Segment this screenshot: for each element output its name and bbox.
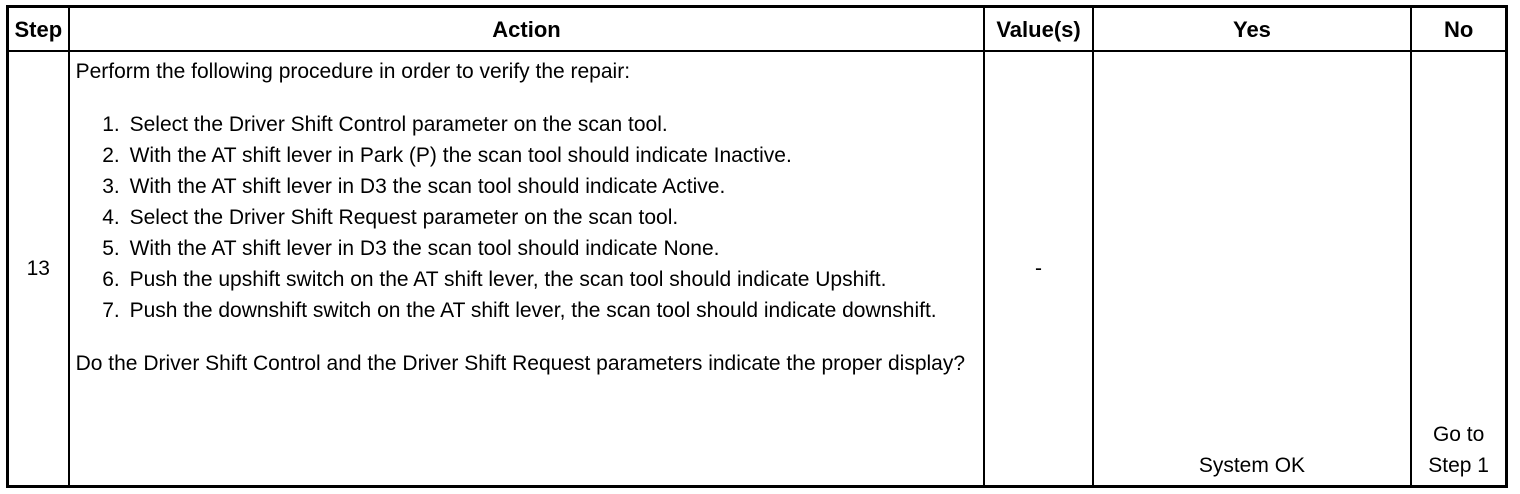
- header-step: Step: [8, 7, 69, 52]
- header-yes: Yes: [1093, 7, 1412, 52]
- procedure-step: 1. Select the Driver Shift Control parameter on the scan tool.: [126, 109, 974, 140]
- header-values: Value(s): [984, 7, 1092, 52]
- header-no: No: [1411, 7, 1506, 52]
- no-result-line2: Step 1: [1428, 454, 1489, 477]
- procedure-step: 2. With the AT shift lever in Park (P) the scan tool should indicate Inactive.: [126, 140, 974, 171]
- procedure-step: 7. Push the downshift switch on the AT shift lever, the scan tool should indicate downshift.: [126, 295, 974, 326]
- procedure-step: 3. With the AT shift lever in D3 the scan tool should indicate Active.: [126, 171, 974, 202]
- action-question: Do the Driver Shift Control and the Driver Shift Request parameters indicate the proper display?: [75, 352, 966, 375]
- action-cell: [69, 51, 985, 487]
- no-result-line1: Go to: [1432, 423, 1485, 446]
- header-action: Action: [69, 7, 985, 52]
- procedure-step: 6. Push the upshift switch on the AT shift lever, the scan tool should indicate Upshift.: [126, 264, 974, 295]
- procedure-step: 4. Select the Driver Shift Request parameter on the scan tool.: [126, 202, 974, 233]
- procedure-steps: [76, 109, 974, 326]
- yes-result: System OK: [1093, 51, 1412, 487]
- action-intro: Perform the following procedure in order to verify the repair:: [75, 60, 631, 83]
- no-result: [1411, 51, 1506, 487]
- procedure-step: 5. With the AT shift lever in D3 the scan tool should indicate None.: [126, 233, 974, 264]
- step-number: 13: [8, 51, 69, 487]
- value-cell: -: [984, 51, 1092, 487]
- table-row: [8, 51, 1507, 487]
- header-row: [8, 7, 1507, 52]
- diagnostic-procedure-table: [6, 5, 1508, 488]
